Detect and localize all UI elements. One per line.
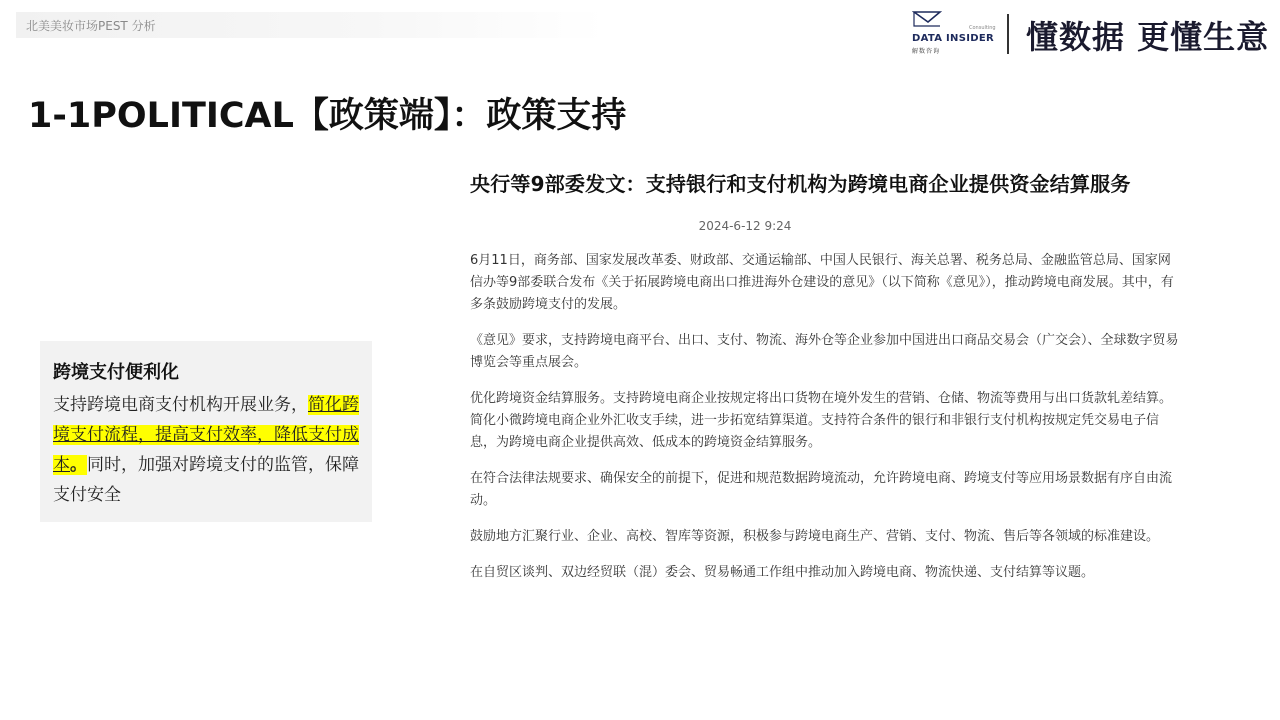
summary-body [53,390,359,510]
article-paragraph: 《意见》要求，支持跨境电商平台、出口、支付、物流、海外仓等企业参加中国进出口商品交易会（广交会）、全球数字贸易博览会等重点展会。 [470,333,1179,370]
breadcrumb: 北美美妆市场PEST 分析 [26,19,156,33]
logo-consulting-label: Consulting [969,25,996,31]
company-logo [912,10,996,54]
header-divider [1007,14,1009,54]
summary-title: 跨境支付便利化 [53,362,179,383]
article-paragraph: 优化跨境资金结算服务。支持跨境电商企业按规定将出口货物在境外发生的营销、仓储、物流等费用与出口货款轧差结算。简化小微跨境电商企业外汇收支手续，进一步拓宽结算渠道。支持符合条件的银行和非银行支付机构按规定凭交易电子信息，为跨境电商企业提供高效、低成本的跨境资金结算服务。 [470,391,1173,450]
envelope-logo-icon [912,10,942,28]
news-article [470,168,1180,584]
summary-text-start: 支持跨境电商支付机构开展业务， [53,395,308,415]
page-title: 1-1POLITICAL【政策端】：政策支持 [28,96,627,136]
summary-highlight-period: 。 [70,455,87,475]
logo-name: DATA INSIDER [912,33,994,44]
summary-highlight: 简化跨境支付流程，提高支付效率，降低支付成本 [53,395,359,475]
breadcrumb-bar [16,12,606,38]
article-date: 2024-6-12 9:24 [698,219,792,233]
logo-subtitle: 解数咨询 [912,48,941,55]
article-title: 央行等9部委发文：支持银行和支付机构为跨境电商企业提供资金结算服务 [470,172,1131,196]
summary-text-end: 同时，加强对跨境支付的监管，保障支付安全 [53,455,359,505]
article-paragraph: 6月11日，商务部、国家发展改革委、财政部、交通运输部、中国人民银行、海关总署、税务总局、金融监管总局、国家网信办等9部委联合发布《关于拓展跨境电商出口推进海外仓建设的意见》（以下简称《意见》），推动跨境电商发展。其中，有多条鼓励跨境支付的发展。 [470,253,1174,312]
article-paragraph: 在自贸区谈判、双边经贸联（混）委会、贸易畅通工作组中推动加入跨境电商、物流快递、支付结算等议题。 [470,565,1095,580]
article-paragraph: 在符合法律法规要求、确保安全的前提下，促进和规范数据跨境流动，允许跨境电商、跨境支付等应用场景数据有序自由流动。 [470,471,1173,508]
summary-box [40,341,372,522]
article-paragraph: 鼓励地方汇聚行业、企业、高校、智库等资源，积极参与跨境电商生产、营销、支付、物流、售后等各领域的标准建设。 [470,529,1160,544]
slogan: 懂数据 更懂生意 [1026,18,1270,56]
